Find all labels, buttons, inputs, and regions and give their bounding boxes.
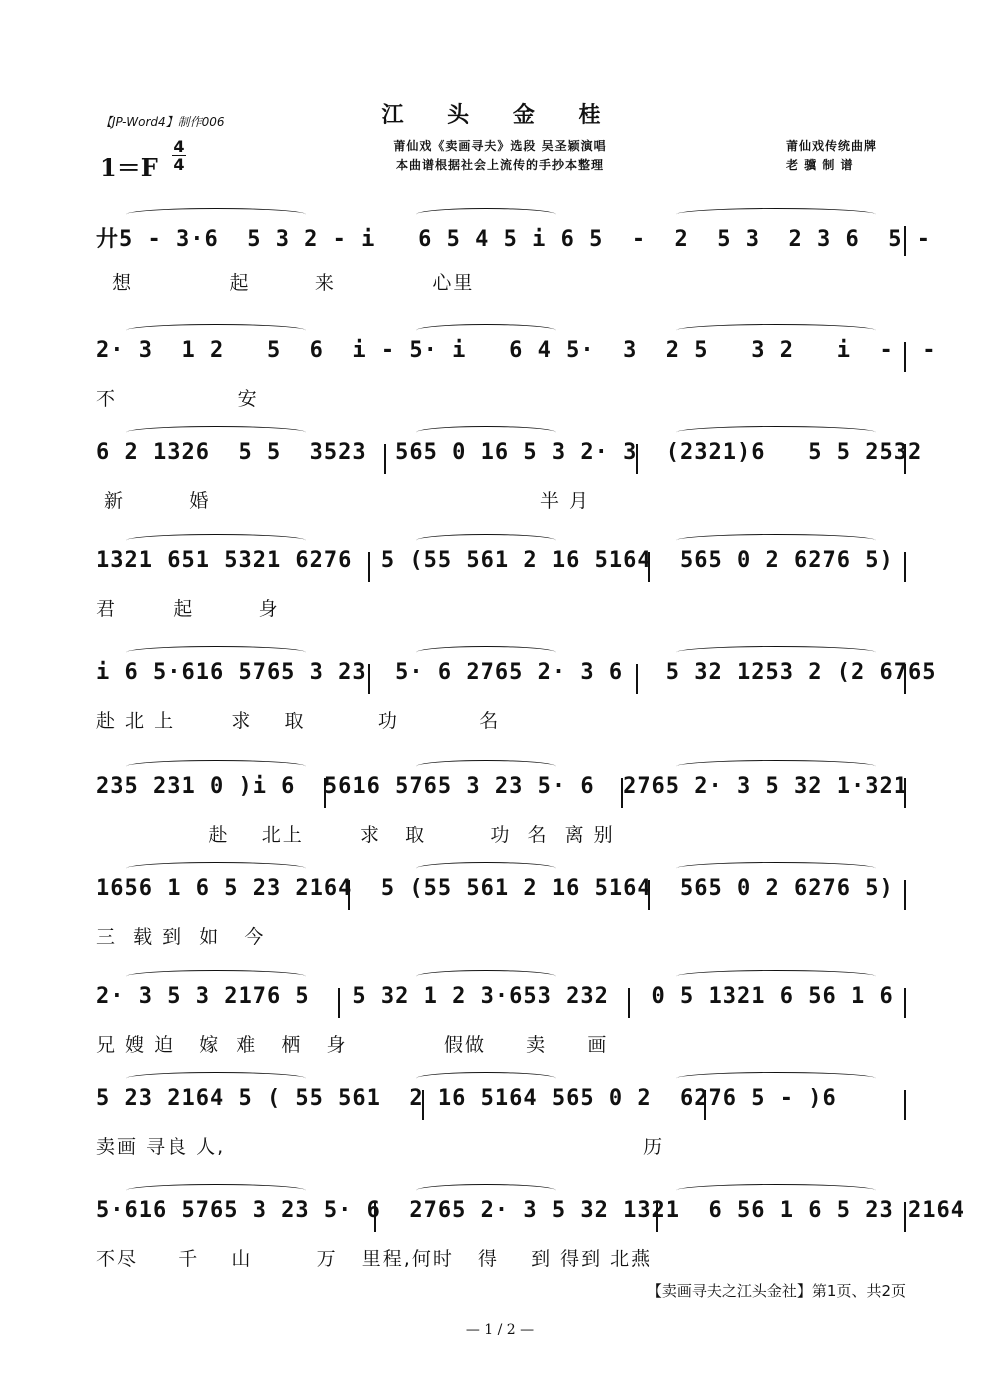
score-notes: 1321 651 5321 6276 5 (55 561 2 16 5164 565 0 2 6276 5) <box>96 548 894 573</box>
score-lyrics: 赴 北 上 求 取 功 名 <box>96 710 501 732</box>
bar-line <box>374 1202 376 1232</box>
slur-arc <box>676 862 876 875</box>
bar-line <box>384 444 386 474</box>
bar-line <box>904 988 906 1018</box>
score-notes: i 6 5·616 5765 3 23 5· 6 2765 2· 3 6 5 32 1253 2 (2 6765 <box>96 660 937 685</box>
bar-line <box>621 778 623 808</box>
time-sig-top: 4 <box>173 137 185 156</box>
slur-arc <box>676 1072 876 1085</box>
slur-arc <box>126 760 306 773</box>
subtitle-2: 本曲谱根据社会上流传的手抄本整理 <box>395 158 604 172</box>
slur-arc <box>676 1184 876 1197</box>
slur-arc <box>676 324 876 337</box>
page-number: — 1 / 2 — <box>465 1322 535 1338</box>
subtitle-1: 莆仙戏《卖画寻夫》选段 吴圣颖演唱 <box>393 139 607 153</box>
bar-line <box>904 880 906 910</box>
score-notes: 5 23 2164 5 ( 55 561 2 16 5164 565 0 2 6276 5 - )6 <box>96 1086 837 1111</box>
slur-arc <box>676 760 876 773</box>
score-lyrics: 卖画 寻良 人, 历 <box>96 1136 665 1158</box>
slur-arc <box>676 534 876 547</box>
slur-arc <box>676 646 876 659</box>
slur-arc <box>416 1184 556 1197</box>
bar-line <box>904 226 906 256</box>
score-notes: 2· 3 1 2 5 6 i - 5· i 6 4 5· 3 2 5 3 2 i - - <box>96 338 937 363</box>
slur-arc <box>676 970 876 983</box>
key-signature: 1＝F <box>100 153 158 182</box>
slur-arc <box>416 426 556 439</box>
score-lyrics: 兄 嫂 迫 嫁 难 栖 身 假做 卖 画 <box>96 1034 609 1056</box>
time-sig-bottom: 4 <box>173 155 185 174</box>
bar-line <box>904 1202 906 1232</box>
slur-arc <box>416 760 556 773</box>
score-notes: 5·616 5765 3 23 5· 6 2765 2· 3 5 32 1321 6 56 1 6 5 23 2164 <box>96 1198 965 1223</box>
bar-line <box>348 880 350 910</box>
score-lyrics: 三 载 到 如 今 <box>96 926 266 948</box>
header-right-1: 莆仙戏传统曲牌 <box>786 139 878 153</box>
bar-line <box>628 988 630 1018</box>
bar-line <box>656 1202 658 1232</box>
score-notes: 廾5 - 3·6 5 3 2 - i 6 5 4 5 i 6 5 - 2 5 3 2 3 6 5 - <box>96 227 931 252</box>
score-lyrics: 君 起 身 <box>96 598 280 620</box>
bar-line <box>904 1090 906 1120</box>
score-lyrics: 想 起 来 心里 <box>96 272 475 294</box>
score-notes: 1656 1 6 5 23 2164 5 (55 561 2 16 5164 565 0 2 6276 5) <box>96 876 894 901</box>
slur-arc <box>126 646 306 659</box>
slur-arc <box>676 426 876 439</box>
score-lyrics: 新 婚 半 月 <box>96 490 591 512</box>
slur-arc <box>416 208 556 221</box>
slur-arc <box>126 970 306 983</box>
bar-line <box>338 988 340 1018</box>
score-lyrics: 不 安 <box>96 388 259 410</box>
score-notes: 235 231 0 )i 6 5616 5765 3 23 5· 6 2765 2· 3 5 32 1·321 <box>96 774 908 799</box>
slur-arc <box>126 534 306 547</box>
slur-arc <box>416 970 556 983</box>
footer-page-info: 【卖画寻夫之江头金社】第1页、共2页 <box>646 1282 906 1300</box>
bar-line <box>648 552 650 582</box>
bar-line <box>368 664 370 694</box>
page-title: 江 头 金 桂 <box>381 103 619 128</box>
slur-arc <box>126 1072 306 1085</box>
slur-arc <box>416 862 556 875</box>
bar-line <box>904 444 906 474</box>
bar-line <box>368 552 370 582</box>
slur-arc <box>416 534 556 547</box>
slur-arc <box>126 208 306 221</box>
slur-arc <box>416 1072 556 1085</box>
slur-arc <box>126 862 306 875</box>
bar-line <box>422 1090 424 1120</box>
score-notes: 6 2 1326 5 5 3523 565 0 16 5 3 2· 3 (2321)6 5 5 2532 <box>96 440 923 465</box>
bar-line <box>904 342 906 372</box>
bar-line <box>704 1090 706 1120</box>
bar-line <box>904 552 906 582</box>
header-tag: 【JP-Word4】制作006 <box>100 115 225 129</box>
slur-arc <box>126 1184 306 1197</box>
bar-line <box>636 444 638 474</box>
slur-arc <box>126 426 306 439</box>
slur-arc <box>126 324 306 337</box>
score-notes: 2· 3 5 3 2176 5 5 32 1 2 3·653 232 0 5 1321 6 56 1 6 <box>96 984 894 1009</box>
header-right-2: 老 骥 制 谱 <box>786 158 854 172</box>
bar-line <box>636 664 638 694</box>
slur-arc <box>416 324 556 337</box>
score-lyrics: 不尽 千 山 万 里程,何时 得 到 得到 北燕 <box>96 1248 653 1270</box>
score-lyrics: 赴 北上 求 取 功 名 离 别 <box>96 824 615 846</box>
slur-arc <box>676 208 876 221</box>
bar-line <box>904 664 906 694</box>
bar-line <box>648 880 650 910</box>
bar-line <box>324 778 326 808</box>
bar-line <box>904 778 906 808</box>
slur-arc <box>416 646 556 659</box>
